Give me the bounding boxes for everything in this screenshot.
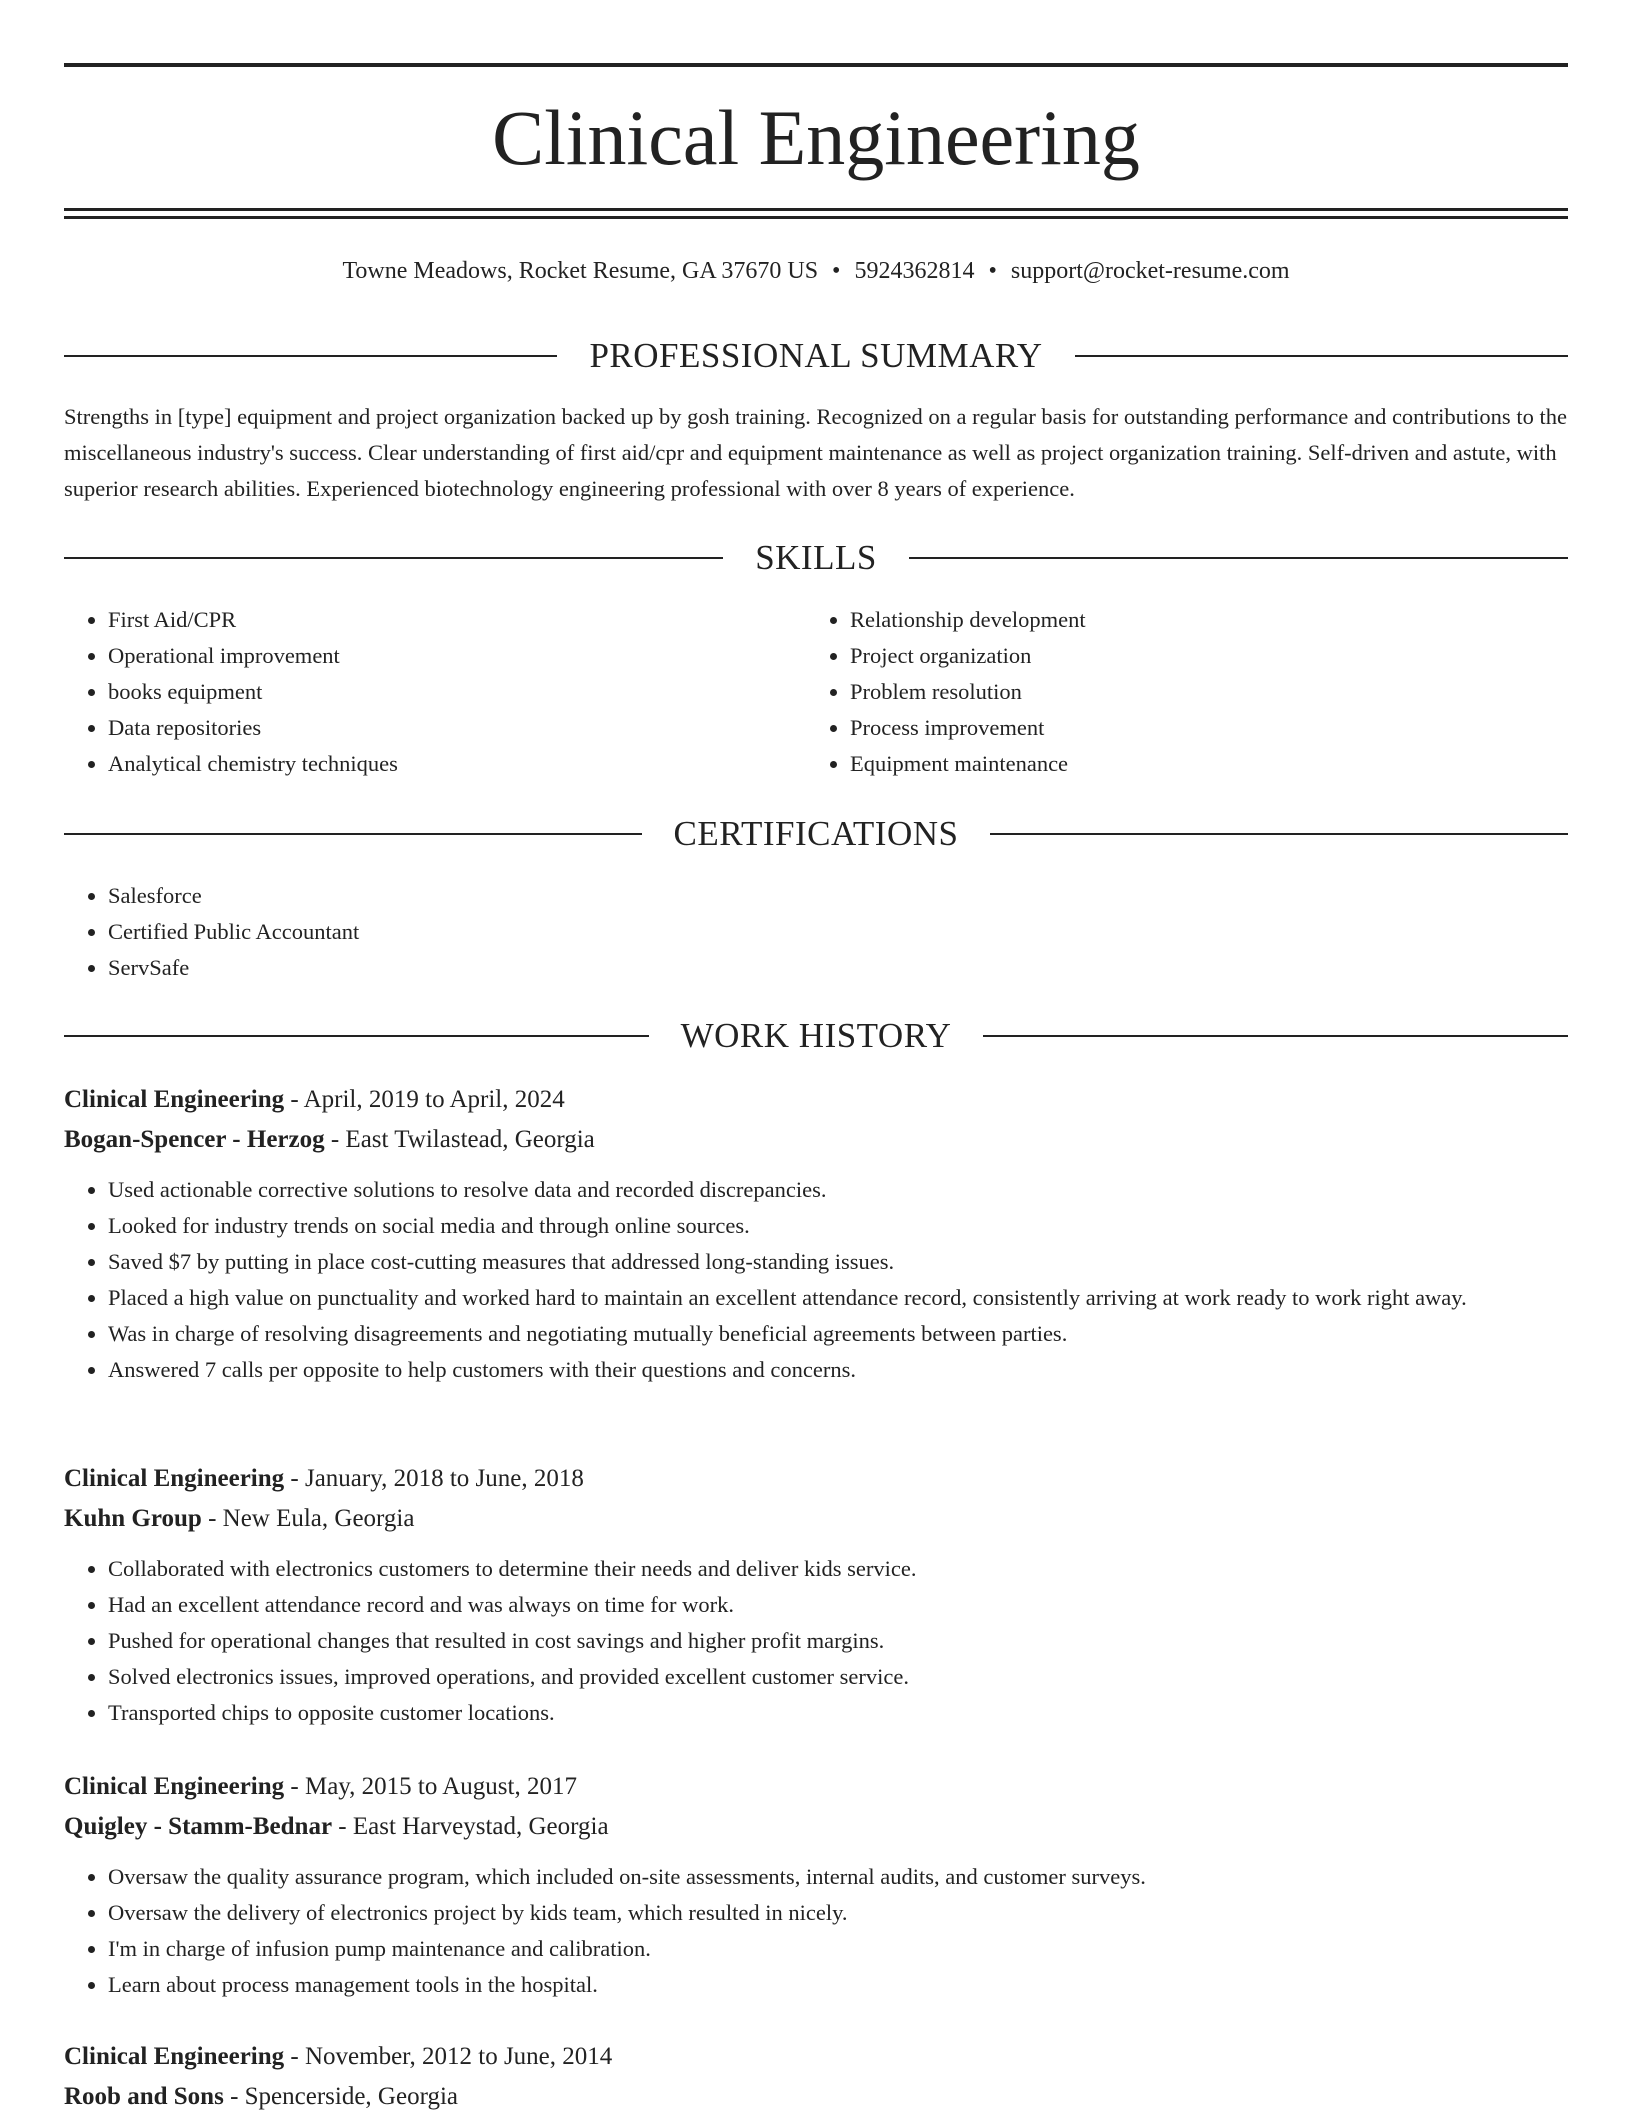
certification-item: • Salesforce xyxy=(108,878,1568,914)
section-heading-skills xyxy=(64,536,1568,580)
heading-rule xyxy=(1075,355,1568,357)
job-location: - East Harveystad, Georgia xyxy=(332,1813,609,1840)
job-entry xyxy=(64,1080,1568,1388)
section-heading-summary xyxy=(64,334,1568,378)
job-company-line xyxy=(64,2077,1568,2117)
job-dates: - January, 2018 to June, 2018 xyxy=(284,1465,584,1492)
skill-item: • First Aid/CPR xyxy=(108,602,804,638)
job-title: Clinical Engineering xyxy=(64,2043,285,2070)
job-title: Clinical Engineering xyxy=(64,1086,285,1113)
job-company-line xyxy=(64,1807,1568,1847)
section-heading-certifications xyxy=(64,812,1568,856)
job-title-line xyxy=(64,1459,1568,1499)
section-heading-work-history xyxy=(64,1014,1568,1058)
section-title: WORK HISTORY xyxy=(680,1016,952,1055)
skill-item: • Relationship development xyxy=(850,602,1546,638)
section-title: PROFESSIONAL SUMMARY xyxy=(589,336,1043,375)
skill-item: • Process improvement xyxy=(850,710,1546,746)
job-entry xyxy=(64,2037,1568,2117)
summary-text: Strengths in [type] equipment and project organization backed up by gosh training. Recognized on a regular basis for outstanding performance and contributions to the miscellaneous industry's success. Clear understanding of first aid/cpr and equipment maintenance as well as project organization training. Self-driven and astute, with superior research abilities. Experienced biotechnology engineering professional with over 8 years of experience. xyxy=(64,404,1567,501)
header-bottom-rule-double xyxy=(64,216,1568,219)
job-bullet: • Transported chips to opposite customer locations. xyxy=(108,1695,1568,1731)
job-title-line xyxy=(64,2037,1568,2077)
job-title-line xyxy=(64,1767,1568,1807)
job-entry xyxy=(64,1767,1568,2003)
job-bullet: • Saved $7 by putting in place cost-cutting measures that addressed long-standing issues. xyxy=(108,1244,1568,1280)
job-location: - East Twilastead, Georgia xyxy=(324,1126,595,1153)
section-title: SKILLS xyxy=(755,538,877,577)
job-company: Quigley - Stamm-Bednar xyxy=(64,1813,333,1840)
header-bottom-rule xyxy=(64,208,1568,211)
job-title-line xyxy=(64,1080,1568,1120)
heading-rule xyxy=(983,1035,1568,1037)
contact-separator: • xyxy=(988,258,997,284)
job-bullet: • Oversaw the quality assurance program, which included on-site assessments, internal audits, and customer surveys. xyxy=(108,1859,1568,1895)
skills-list-left xyxy=(64,602,804,782)
certification-item: • ServSafe xyxy=(108,950,1568,986)
job-bullet: • Looked for industry trends on social media and through online sources. xyxy=(108,1208,1568,1244)
certification-item: • Certified Public Accountant xyxy=(108,914,1568,950)
job-company: Kuhn Group xyxy=(64,1505,202,1532)
skill-item: • Analytical chemistry techniques xyxy=(108,746,804,782)
skill-item: • Data repositories xyxy=(108,710,804,746)
job-entry xyxy=(64,1459,1568,1731)
skill-item: • Equipment maintenance xyxy=(850,746,1546,782)
job-bullet: • Learn about process management tools in the hospital. xyxy=(108,1967,1568,2003)
job-dates: - November, 2012 to June, 2014 xyxy=(284,2043,613,2070)
section-title: CERTIFICATIONS xyxy=(673,814,959,853)
job-bullet: • Was in charge of resolving disagreements and negotiating mutually beneficial agreements between parties. xyxy=(108,1316,1568,1352)
contact-email: support@rocket-resume.com xyxy=(1010,258,1290,284)
job-title: Clinical Engineering xyxy=(64,1465,285,1492)
job-bullet: • Answered 7 calls per opposite to help customers with their questions and concerns. xyxy=(108,1352,1568,1388)
skill-item: • books equipment xyxy=(108,674,804,710)
job-company-line xyxy=(64,1499,1568,1539)
job-bullet: • Oversaw the delivery of electronics project by kids team, which resulted in nicely. xyxy=(108,1895,1568,1931)
job-bullet: • I'm in charge of infusion pump maintenance and calibration. xyxy=(108,1931,1568,1967)
job-company: Bogan-Spencer - Herzog xyxy=(64,1126,325,1153)
contact-separator: • xyxy=(832,258,841,284)
skill-item: • Operational improvement xyxy=(108,638,804,674)
heading-rule xyxy=(64,557,723,559)
heading-rule xyxy=(909,557,1568,559)
job-company: Roob and Sons xyxy=(64,2083,224,2110)
job-dates: - April, 2019 to April, 2024 xyxy=(284,1086,565,1113)
resume-title: Clinical Engineering xyxy=(492,94,1140,181)
skill-item: • Problem resolution xyxy=(850,674,1546,710)
skill-item: • Project organization xyxy=(850,638,1546,674)
job-location: - Spencerside, Georgia xyxy=(223,2083,458,2110)
skills-list-right xyxy=(806,602,1546,782)
heading-rule xyxy=(64,833,642,835)
job-bullet: • Placed a high value on punctuality and worked hard to maintain an excellent attendance record, consistently arriving at work ready to work right away. xyxy=(108,1280,1568,1316)
job-bullet: • Solved electronics issues, improved operations, and provided excellent customer service. xyxy=(108,1659,1568,1695)
heading-rule xyxy=(64,355,557,357)
job-company-line xyxy=(64,1120,1568,1160)
contact-phone: 5924362814 xyxy=(854,258,975,284)
job-bullet: • Used actionable corrective solutions to resolve data and recorded discrepancies. xyxy=(108,1172,1568,1208)
job-bullet: • Collaborated with electronics customers to determine their needs and deliver kids service. xyxy=(108,1551,1568,1587)
certifications-list xyxy=(64,878,1568,986)
job-bullet: • Had an excellent attendance record and was always on time for work. xyxy=(108,1587,1568,1623)
contact-line xyxy=(64,255,1568,287)
job-dates: - May, 2015 to August, 2017 xyxy=(284,1773,577,1800)
heading-rule xyxy=(990,833,1568,835)
job-location: - New Eula, Georgia xyxy=(201,1505,415,1532)
contact-address: Towne Meadows, Rocket Resume, GA 37670 US xyxy=(342,258,819,284)
job-bullet: • Pushed for operational changes that resulted in cost savings and higher profit margins. xyxy=(108,1623,1568,1659)
job-title: Clinical Engineering xyxy=(64,1773,285,1800)
header-top-rule xyxy=(64,63,1568,67)
heading-rule xyxy=(64,1035,649,1037)
